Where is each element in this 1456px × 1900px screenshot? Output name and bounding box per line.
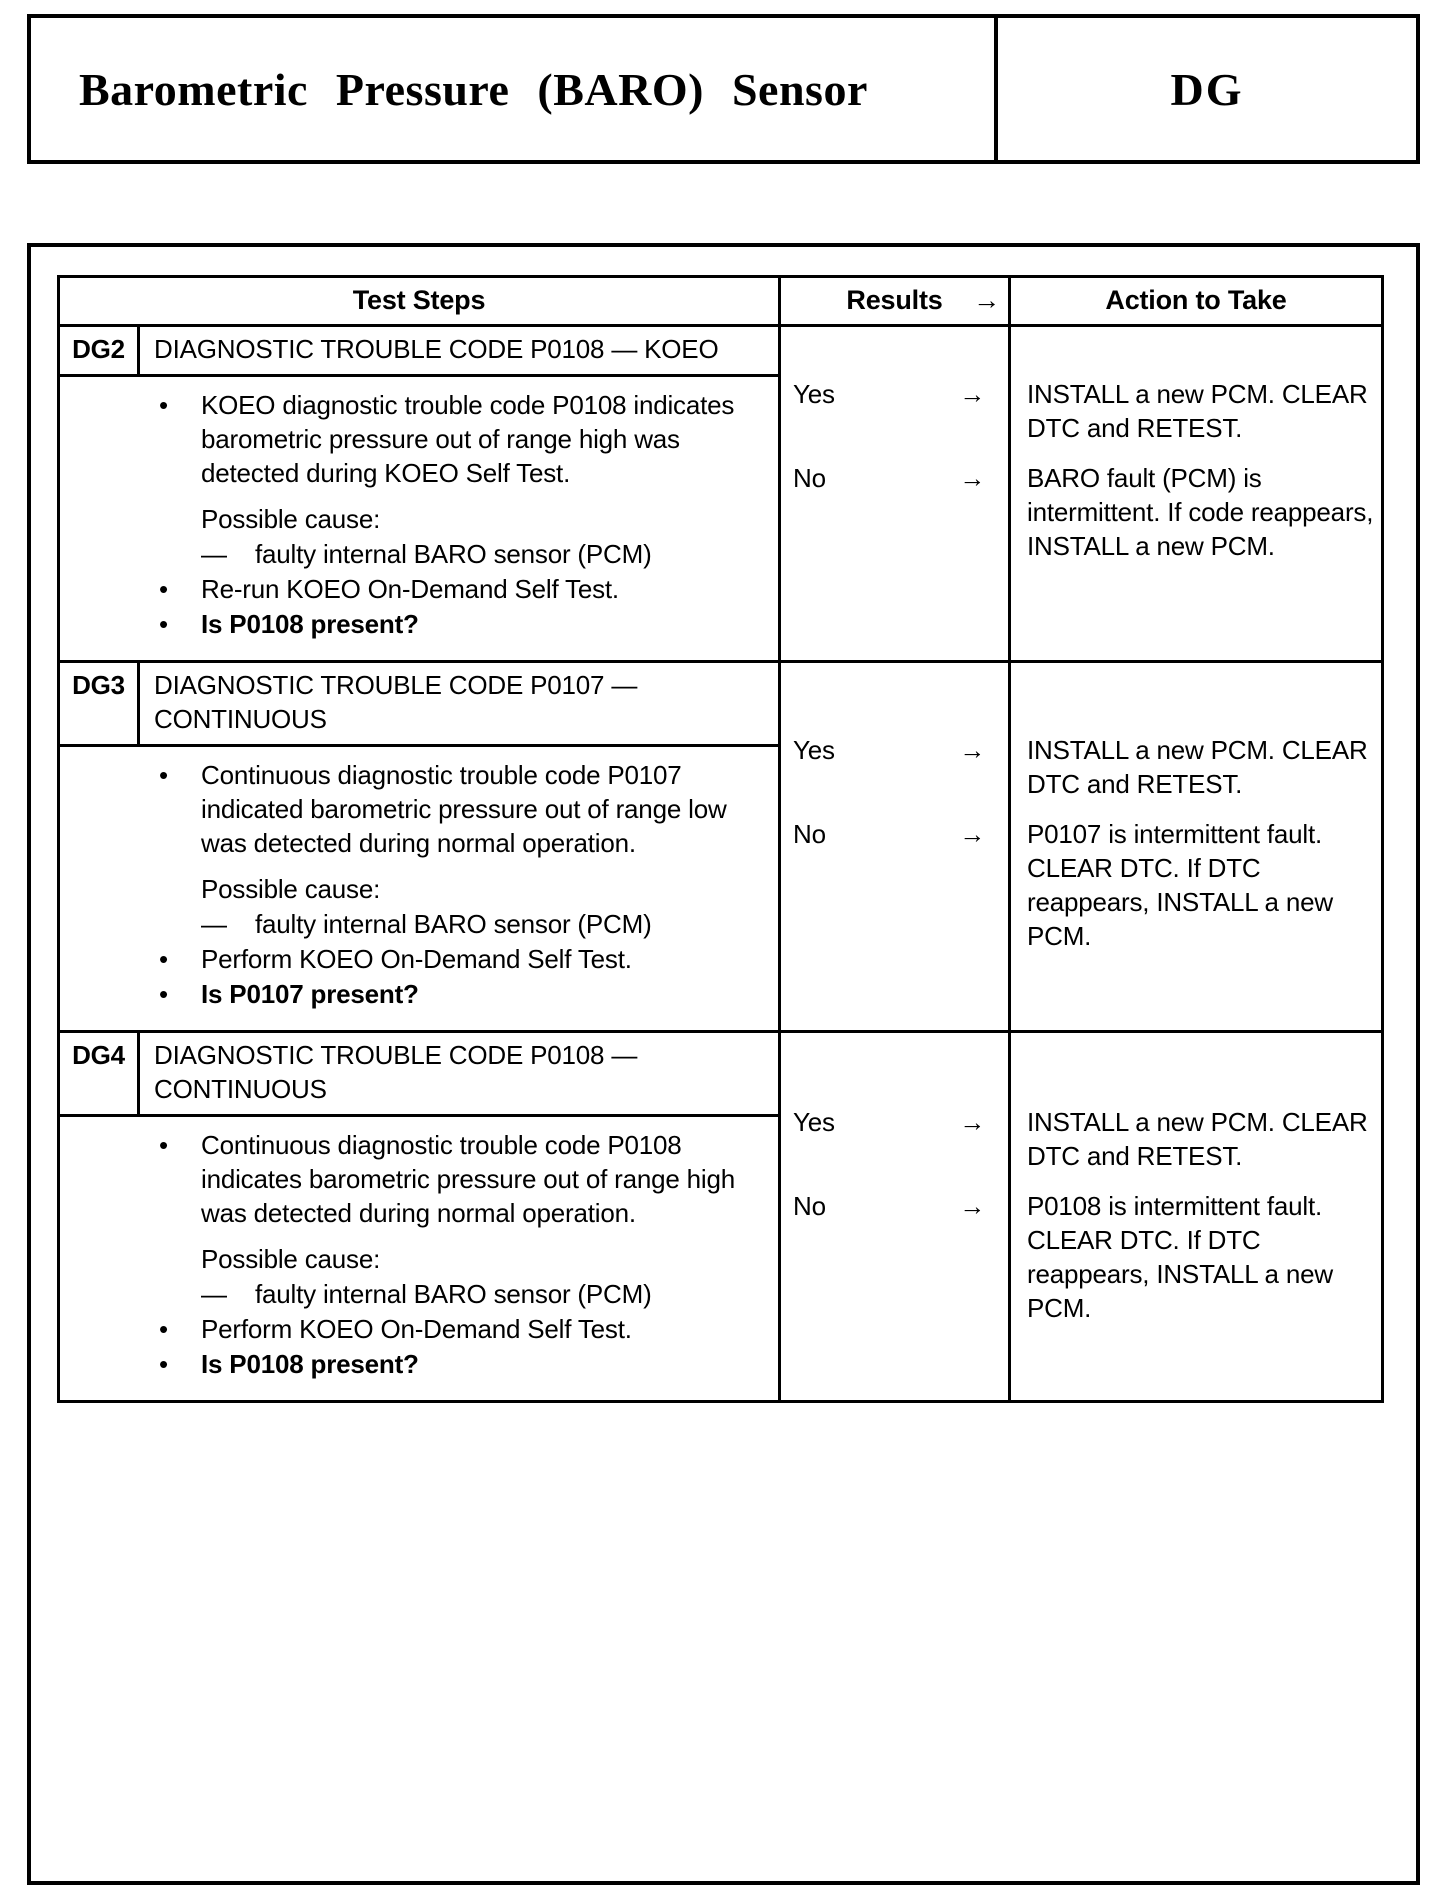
step-item xyxy=(60,1242,770,1276)
step-text: Possible cause: xyxy=(201,874,381,904)
section-header-row xyxy=(60,327,778,377)
step-item xyxy=(60,1128,770,1230)
section-title: DIAGNOSTIC TROUBLE CODE P0108 — CONTINUOUS xyxy=(154,1040,638,1104)
arrow-right-icon: → xyxy=(959,1191,985,1221)
title-cell xyxy=(31,18,994,160)
action-cell xyxy=(1011,377,1381,445)
result-answer-cell xyxy=(781,817,1011,953)
result-answer-cell xyxy=(781,1105,1011,1173)
column-header-test-steps: Test Steps xyxy=(60,278,781,324)
action-text: BARO fault (PCM) is intermittent. If code reappears, INSTALL a new PCM. xyxy=(1027,463,1374,561)
step-text: faulty internal BARO sensor (PCM) xyxy=(255,1279,652,1309)
result-answer-cell xyxy=(781,461,1011,563)
test-section-dg2 xyxy=(60,327,1381,660)
step-text: Possible cause: xyxy=(201,504,381,534)
bullet-icon: • xyxy=(159,944,168,974)
action-text: INSTALL a new PCM. CLEAR DTC and RETEST. xyxy=(1027,379,1368,443)
arrow-right-icon: → xyxy=(973,285,1000,315)
step-item xyxy=(60,572,770,606)
bullet-icon: • xyxy=(159,390,168,420)
column-header-results xyxy=(781,278,1011,324)
steps-list xyxy=(60,1117,778,1400)
step-text: faulty internal BARO sensor (PCM) xyxy=(255,909,652,939)
bullet-icon: • xyxy=(159,574,168,604)
step-item xyxy=(60,758,770,860)
result-answer-cell xyxy=(781,733,1011,801)
action-text: P0108 is intermittent fault. CLEAR DTC. If DTC reappears, INSTALL a new PCM. xyxy=(1027,1191,1333,1323)
steps-list xyxy=(60,747,778,1030)
dash-icon: — xyxy=(201,909,227,939)
section-header-row xyxy=(60,1033,778,1117)
diagnostic-table xyxy=(57,275,1384,1403)
result-row xyxy=(781,1189,1381,1325)
result-row xyxy=(781,733,1381,801)
section-code: DG xyxy=(1170,63,1244,115)
test-steps-column xyxy=(60,663,781,1030)
action-cell xyxy=(1011,733,1381,801)
result-answer: Yes xyxy=(793,1107,835,1137)
bullet-icon: • xyxy=(159,760,168,790)
step-item xyxy=(60,1312,770,1346)
action-text: P0107 is intermittent fault. CLEAR DTC. If DTC reappears, INSTALL a new PCM. xyxy=(1027,819,1333,951)
section-id: DG4 xyxy=(60,1033,140,1114)
step-text: Continuous diagnostic trouble code P0108 indicates barometric pressure out of range high was detected during normal operation. xyxy=(201,1130,736,1228)
step-item xyxy=(60,1347,770,1381)
step-text: Continuous diagnostic trouble code P0107 indicated barometric pressure out of range low was detected during normal operation. xyxy=(201,760,727,858)
step-text: Possible cause: xyxy=(201,1244,381,1274)
arrow-right-icon: → xyxy=(959,735,985,765)
title-block xyxy=(27,14,1420,164)
table-header-row xyxy=(60,278,1381,327)
arrow-right-icon: → xyxy=(959,463,985,493)
step-text: Perform KOEO On-Demand Self Test. xyxy=(201,944,632,974)
action-cell xyxy=(1011,461,1381,563)
section-title: DIAGNOSTIC TROUBLE CODE P0107 — CONTINUOUS xyxy=(154,670,638,734)
section-code-cell xyxy=(994,18,1416,160)
bullet-icon: • xyxy=(159,1130,168,1160)
step-item xyxy=(60,872,770,906)
step-text: Perform KOEO On-Demand Self Test. xyxy=(201,1314,632,1344)
step-item xyxy=(60,907,770,941)
section-id: DG3 xyxy=(60,663,140,744)
section-header-row xyxy=(60,663,778,747)
test-steps-column xyxy=(60,327,781,660)
result-answer: Yes xyxy=(793,735,835,765)
page-frame xyxy=(27,243,1420,1885)
result-answer: No xyxy=(793,1191,826,1221)
step-item xyxy=(60,537,770,571)
result-answer: No xyxy=(793,463,826,493)
step-item xyxy=(60,502,770,536)
step-question: Is P0107 present? xyxy=(201,979,419,1009)
step-item xyxy=(60,607,770,641)
bullet-icon: • xyxy=(159,609,168,639)
step-item xyxy=(60,977,770,1011)
action-cell xyxy=(1011,817,1381,953)
step-text: Re-run KOEO On-Demand Self Test. xyxy=(201,574,619,604)
section-id: DG2 xyxy=(60,327,140,374)
arrow-right-icon: → xyxy=(959,1107,985,1137)
dash-icon: — xyxy=(201,539,227,569)
action-text: INSTALL a new PCM. CLEAR DTC and RETEST. xyxy=(1027,735,1368,799)
results-action-columns xyxy=(781,327,1381,660)
result-answer: Yes xyxy=(793,379,835,409)
result-answer: No xyxy=(793,819,826,849)
page-title: Barometric Pressure (BARO) Sensor xyxy=(79,63,868,115)
test-section-dg3 xyxy=(60,660,1381,1030)
step-question: Is P0108 present? xyxy=(201,609,419,639)
step-item xyxy=(60,942,770,976)
result-row xyxy=(781,817,1381,953)
step-question: Is P0108 present? xyxy=(201,1349,419,1379)
results-header-label: Results xyxy=(846,285,943,315)
arrow-right-icon: → xyxy=(959,819,985,849)
bullet-icon: • xyxy=(159,1349,168,1379)
arrow-right-icon: → xyxy=(959,379,985,409)
result-row xyxy=(781,377,1381,445)
step-text: KOEO diagnostic trouble code P0108 indicates barometric pressure out of range high was detected during KOEO Self Test. xyxy=(201,390,735,488)
results-action-columns xyxy=(781,1033,1381,1400)
section-title: DIAGNOSTIC TROUBLE CODE P0108 — KOEO xyxy=(154,334,719,364)
dash-icon: — xyxy=(201,1279,227,1309)
action-text: INSTALL a new PCM. CLEAR DTC and RETEST. xyxy=(1027,1107,1368,1171)
step-item xyxy=(60,388,770,490)
result-row xyxy=(781,1105,1381,1173)
test-section-dg4 xyxy=(60,1030,1381,1400)
bullet-icon: • xyxy=(159,979,168,1009)
column-header-action: Action to Take xyxy=(1105,285,1287,315)
result-answer-cell xyxy=(781,377,1011,445)
test-steps-column xyxy=(60,1033,781,1400)
step-text: faulty internal BARO sensor (PCM) xyxy=(255,539,652,569)
results-action-columns xyxy=(781,663,1381,1030)
step-item xyxy=(60,1277,770,1311)
action-cell xyxy=(1011,1189,1381,1325)
result-row xyxy=(781,461,1381,563)
bullet-icon: • xyxy=(159,1314,168,1344)
result-answer-cell xyxy=(781,1189,1011,1325)
action-cell xyxy=(1011,1105,1381,1173)
steps-list xyxy=(60,377,778,660)
